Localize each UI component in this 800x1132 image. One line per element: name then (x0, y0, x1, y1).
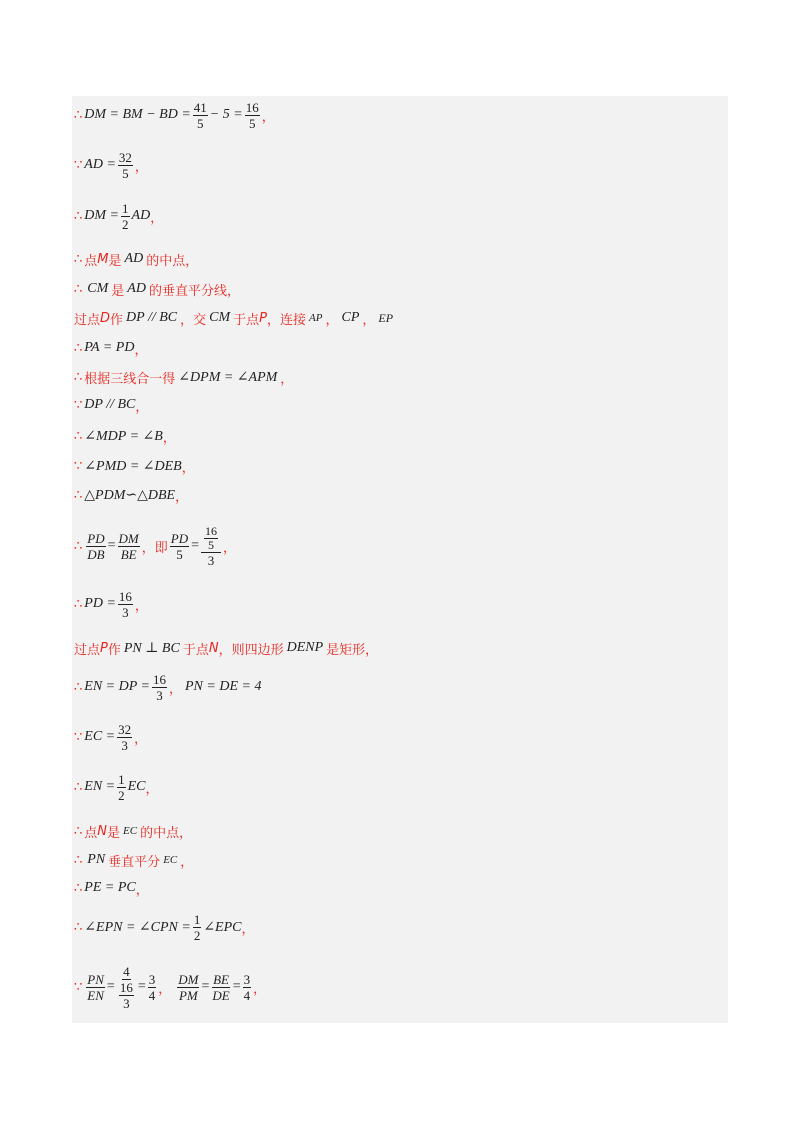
text: 过点 (74, 312, 101, 328)
math-text: ∠DPM = ∠APM (178, 369, 278, 385)
fraction: $\frac{3}{4}$ (243, 971, 251, 1003)
math-text: PD = (84, 596, 116, 611)
solution-line-3 (74, 201, 163, 231)
nested-fraction: 4 16 3 (119, 963, 133, 1011)
therefore-symbol: ∴ (74, 208, 83, 224)
text: ，交 (180, 312, 207, 328)
punctuation: ， (134, 159, 148, 175)
because-symbol: ∵ (74, 157, 83, 173)
text: 是 (107, 825, 121, 841)
math-text: PN = DE = 4 (185, 679, 262, 694)
therefore-symbol: ∴ (74, 251, 83, 267)
solution-line-15 (74, 633, 378, 663)
math-text: PA = PD (84, 340, 135, 355)
fraction: 16 5 (205, 523, 218, 552)
punctuation: ， (162, 430, 176, 446)
therefore-symbol: ∴ (74, 679, 83, 695)
text: 于点 (233, 312, 260, 328)
because-symbol: ∵ (74, 979, 83, 995)
math-text: DENP (286, 640, 324, 655)
punctuation: ， (181, 460, 195, 476)
solution-line-19 (74, 816, 192, 846)
math-text: DM = (84, 208, 120, 223)
math-text: △PDM∽△DBE (84, 487, 176, 503)
math-text: EC = (84, 729, 116, 744)
punctuation: ， (134, 598, 148, 614)
fraction: $\frac{32}{5}$ (118, 149, 132, 181)
solution-line-7 (74, 333, 147, 363)
math-var: P (100, 640, 108, 656)
math-text: EN = (84, 779, 116, 794)
math-text: DM = BM − BD = (84, 107, 191, 122)
therefore-symbol: ∴ (74, 107, 83, 123)
math-text: AD (124, 251, 144, 266)
fraction: $\frac{16}{5}$ (245, 99, 259, 131)
fraction: $\frac{32}{3}$ (118, 721, 132, 753)
nested-fraction: 16 5 3 (201, 525, 221, 568)
punctuation: ， (134, 342, 148, 358)
because-symbol: ∵ (74, 458, 83, 474)
therefore-symbol: ∴ (74, 538, 83, 554)
math-text: EC (123, 825, 138, 837)
text: 点 (84, 825, 98, 841)
text: 是矩形， (326, 642, 379, 658)
punctuation: ， (150, 210, 164, 226)
text: 作 (107, 642, 121, 658)
math-text: = (232, 979, 241, 994)
text: ，即 (141, 540, 168, 556)
math-text: PE = PC (84, 880, 136, 895)
math-text: = (191, 538, 200, 553)
fraction: $\frac{1}{2}$ (118, 771, 125, 803)
text: 根据三线合一得 (84, 371, 176, 387)
solution-line-1 (74, 100, 275, 130)
solution-line-10 (74, 421, 176, 451)
therefore-symbol: ∴ (74, 281, 83, 297)
fraction: $\frac{PD}{5}$ (170, 530, 189, 562)
fraction: $\frac{1}{2}$ (122, 200, 129, 232)
solution-line-8 (74, 362, 293, 392)
fraction: $\frac{BE}{DE}$ (212, 971, 230, 1003)
math-var: P (259, 310, 267, 326)
text: 作 (110, 312, 124, 328)
math-text: ∠EPN = ∠CPN = (84, 919, 191, 935)
fraction: $\frac{PN}{EN}$ (87, 971, 104, 1003)
therefore-symbol: ∴ (74, 369, 83, 385)
therefore-symbol: ∴ (74, 823, 83, 839)
math-text: EC (127, 779, 146, 794)
math-var: N (97, 823, 108, 839)
solution-line-9 (74, 390, 148, 420)
solution-line-16 (74, 672, 264, 702)
therefore-symbol: ∴ (74, 852, 83, 868)
text: 的垂直平分线， (148, 283, 240, 299)
punctuation: ， (362, 312, 376, 328)
fraction: $\frac{DM}{PM}$ (178, 971, 199, 1003)
fraction: 16 3 (119, 979, 133, 1011)
math-text: PN (87, 852, 106, 867)
punctuation: ， (261, 109, 275, 125)
text: ，连接 (267, 312, 307, 328)
therefore-symbol: ∴ (74, 596, 83, 612)
solution-line-17 (74, 722, 147, 752)
solution-line-22 (74, 912, 255, 942)
math-text: ∠MDP = ∠B (84, 428, 163, 444)
math-var: M (97, 251, 109, 267)
punctuation: ， (253, 981, 267, 997)
fraction: $\frac{3}{4}$ (148, 971, 156, 1003)
solution-line-11 (74, 451, 195, 481)
solution-line-21 (74, 873, 149, 903)
math-text: AD (127, 281, 146, 296)
solution-line-6 (74, 303, 396, 333)
math-text: AD (131, 208, 151, 223)
solution-line-20 (74, 845, 193, 875)
text: ，则四边形 (218, 642, 284, 658)
math-text: CP (341, 310, 360, 325)
fraction: $\frac{PD}{DB}$ (87, 530, 105, 562)
solution-line-13 (74, 520, 236, 572)
solution-line-14 (74, 589, 148, 619)
math-text: = (137, 979, 146, 994)
math-var: N (208, 640, 219, 656)
math-text: CM (87, 281, 109, 296)
therefore-symbol: ∴ (74, 340, 83, 356)
text: 的中点， (146, 253, 199, 269)
punctuation: ， (158, 981, 172, 997)
solution-line-23 (74, 960, 266, 1014)
because-symbol: ∵ (74, 397, 83, 413)
math-text: = (106, 979, 115, 994)
math-text: AD = (84, 157, 116, 172)
math-var: D (100, 310, 111, 326)
solution-line-4 (74, 244, 198, 274)
text: 点 (84, 253, 98, 269)
text: 过点 (74, 642, 101, 658)
math-text: ∠PMD = ∠DEB (84, 458, 182, 474)
punctuation: ， (280, 371, 294, 387)
therefore-symbol: ∴ (74, 487, 83, 503)
text: 的中点， (140, 825, 193, 841)
punctuation: ， (325, 312, 339, 328)
therefore-symbol: ∴ (74, 428, 83, 444)
text: 于点 (182, 642, 209, 658)
math-text: ∠EPC (203, 919, 242, 935)
punctuation: ， (145, 781, 159, 797)
math-text: − 5 = (209, 107, 243, 122)
text: 是 (111, 283, 125, 299)
punctuation: ， (241, 921, 255, 937)
punctuation: ， (135, 399, 149, 415)
fraction: $\frac{DM}{BE}$ (118, 530, 139, 562)
punctuation: ， (180, 854, 194, 870)
fraction: $\frac{16}{3}$ (118, 588, 132, 620)
text: 垂直平分 (108, 854, 161, 870)
math-text: EP (378, 310, 394, 325)
math-text: EN = DP = (84, 679, 150, 694)
therefore-symbol: ∴ (74, 880, 83, 896)
math-text: DP // BC (84, 397, 136, 412)
solution-line-12 (74, 480, 188, 510)
fraction: $\frac{41}{5}$ (193, 99, 207, 131)
punctuation: ， (135, 882, 149, 898)
math-text: = (201, 979, 210, 994)
math-text: AP (309, 312, 323, 324)
fraction: $\frac{16}{3}$ (152, 671, 166, 703)
punctuation: ， (223, 540, 237, 556)
fraction: $\frac{1}{2}$ (193, 911, 201, 943)
text: 是 (108, 253, 122, 269)
math-text: EC (163, 854, 178, 866)
therefore-symbol: ∴ (74, 779, 83, 795)
punctuation: ， (168, 681, 182, 697)
math-text: = (107, 538, 116, 553)
solution-line-5 (74, 274, 240, 304)
math-text: DP // BC (126, 310, 178, 325)
punctuation: ， (134, 731, 148, 747)
solution-line-18 (74, 772, 159, 802)
math-text: CM (209, 310, 231, 325)
punctuation: ， (175, 489, 189, 505)
solution-line-2 (74, 150, 148, 180)
therefore-symbol: ∴ (74, 919, 83, 935)
math-text: PN ⊥ BC (123, 640, 180, 656)
because-symbol: ∵ (74, 729, 83, 745)
